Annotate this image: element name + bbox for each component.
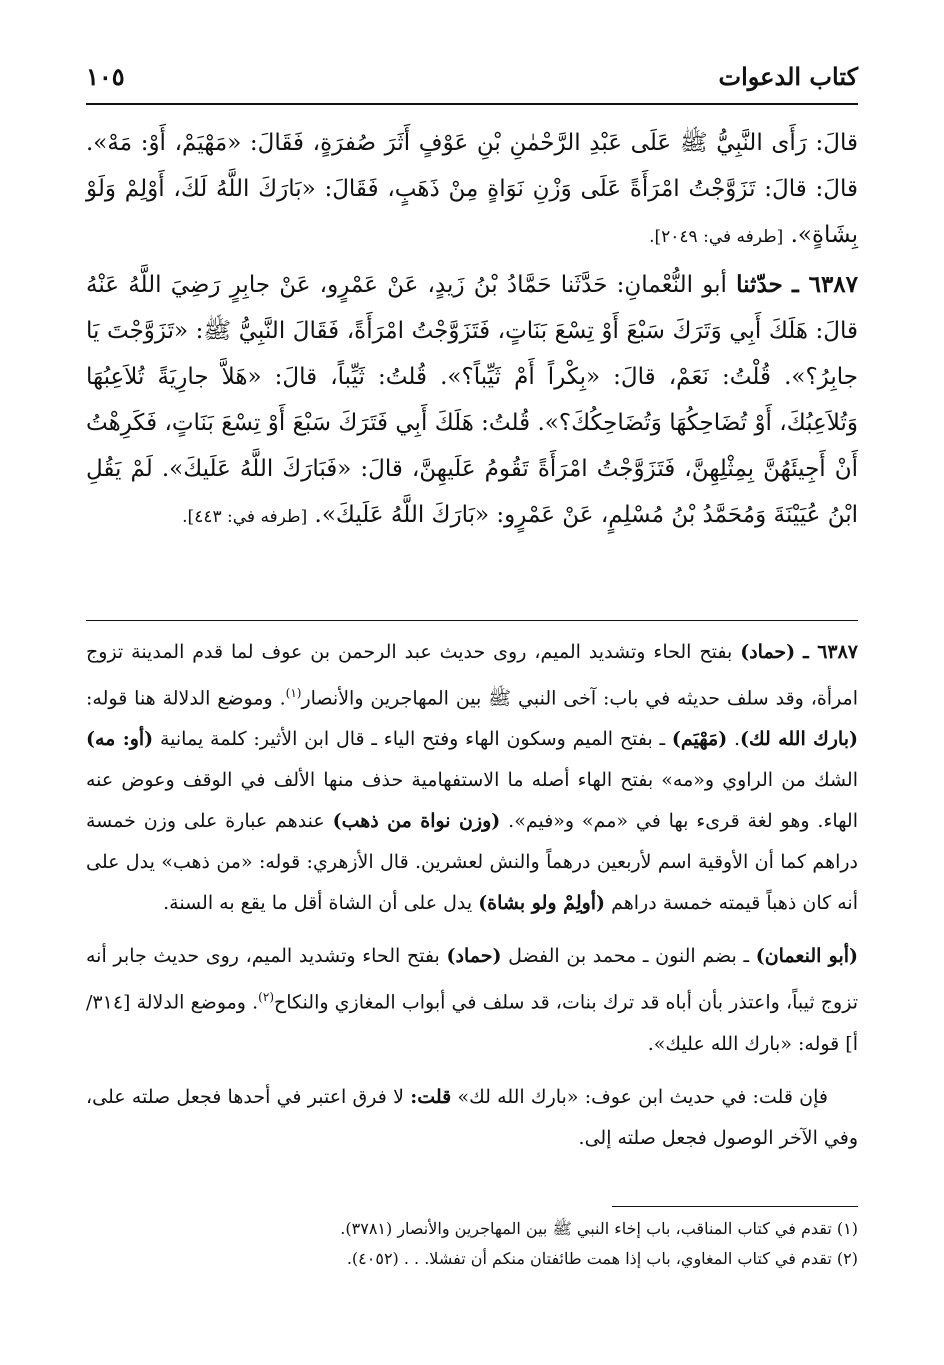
commentary-paragraph-1 [86,632,858,924]
commentary-text: . [727,728,741,751]
footnote-marker-2: (٢) [258,990,274,1005]
commentary-term: قلت: [410,1085,452,1108]
commentary-text: عندهم عبارة على وزن خمسة دراهم كما أن الأوقية اسم لأربعين درهماً والنش لعشرين. قال الأزهري: قوله: «من ذهب» يدل على أنه كان ذهباً قيمته خمسة دراهم [86,810,858,915]
commentary-divider [86,620,858,621]
header-rule [86,103,858,105]
commentary-term: (وزن نواة من ذهب) [332,810,501,833]
commentary-term: (حماد) [740,641,796,663]
footnote-divider [612,1206,858,1207]
footnote-marker-1: (١) [285,686,302,700]
commentary-paragraph-3 [86,1077,858,1159]
commentary-term: (أولِمْ ولو بشاة) [478,892,606,915]
commentary [86,632,858,1171]
hadith-6387-ref: [طرفه في: ٤٤٣]. [182,507,308,527]
commentary-text: يدل على أن الشاة أقل ما يقع به السنة. [163,892,479,915]
hadith-number: ٦٣٨٧ ـ [791,271,859,298]
hadith-opening: حدّثنا [736,271,783,298]
footnotes [86,1214,858,1274]
hadith-previous-text: قالَ: رَأَى النَّبِيُّ ﷺ عَلَى عَبْدِ الرَّحْمٰنِ بْنِ عَوْفٍ أَثَرَ صُفرَةٍ، فَقَالَ: «مَهْيَمْ، أَوْ: مَهْ». قالَ: قالَ: تَزَوَّجْتُ امْرَأَةً عَلَى وَزْنِ نَوَاةٍ مِنْ ذَهَبٍ، فَقَالَ: «بَارَكَ اللَّهُ لَكَ، أَوْلِمْ وَلَوْ بِشَاةٍ». [86,130,858,248]
page-header [86,62,858,96]
commentary-text: فإن قلت: في حديث ابن عوف: «بارك الله لك» [451,1085,829,1108]
commentary-text: . وموضع الدلالة هنا قوله: [86,687,286,710]
commentary-text: بفتح الحاء وتشديد الميم، روى حديث جابر أنه تزوج ثيباً، واعتذر بأن أباه قد ترك بنات، قد سلف في أبواب المغازي والنكاح [86,945,858,1014]
page-number: ١٠٥ [86,62,125,91]
hadith-previous [86,120,858,260]
commentary-text: الشك من الراوي و«مه» بفتح الهاء أصله ما الاستفهامية حذف منها الألف في الوقف وعوض عنه الهاء. وهو لغة قرىء بها في «مم» و«فيم». [86,769,858,833]
commentary-term: (بارك الله لك) [740,728,858,751]
commentary-term: (أبو النعمان) [755,945,859,968]
hadith-text [86,120,858,542]
commentary-term: (حماد) [446,945,502,968]
book-title: كتاب الدعوات [718,62,858,91]
commentary-paragraph-2 [86,936,858,1064]
commentary-number: ٦٣٨٧ ـ [803,641,859,663]
commentary-text: ـ بفتح الميم وسكون الهاء وفتح الياء ـ قال ابن الأثير: كلمة يمانية [153,728,672,751]
hadith-previous-ref: [طرفه في: ٢٠٤٩]. [649,227,784,247]
hadith-6387-text: أبو النُّعْمانِ: حَدَّثَنا حَمَّادُ بْنُ زَيدٍ، عَنْ عَمْرٍو، عَنْ جابِرٍ رَضِيَ اللَّهُ عَنْهُ قالَ: هَلَكَ أَبِي وَتَرَكَ سَبْعَ أَوْ تِسْعَ بَنَاتٍ، فَتَزَوَّجْتُ امْرَأَةً، فَقَالَ النَّبِيُّ ﷺ: «تَزَوَّجْتَ يَا جابِرُ؟». قُلْتُ: نَعَمْ، قالَ: «بِكْراً أَمْ ثَيِّباً؟». قُلتُ: ثَيِّباً، قالَ: «هَلاَّ جارِيَةً تُلاَعِبُهَا وَتُلاَعِبُكَ، أَوْ تُضَاحِكُهَا وَتُضَاحِكُكَ؟». قُلتُ: هَلَكَ أَبِي فَتَرَكَ سَبْعَ أَوْ تِسْعَ بَنَاتٍ، فَكَرِهْتُ أَنْ أَجِيئَهُنَّ بِمِثْلِهِنَّ، فَتَزَوَّجْتُ امْرَأَةً تَقُومُ عَلَيهِنَّ، قالَ: «فَبَارَكَ اللَّهُ عَلَيكَ». لَمْ يَقُلِ ابْنُ عُيَيْنَةَ وَمُحَمَّدُ بْنُ مُسْلِمٍ، عَنْ عَمْرٍو: «بَارَكَ اللَّهُ عَلَيكَ». [86,272,858,528]
footnote-1: (١) تقدم في كتاب المناقب، باب إخاء النبي ﷺ بين المهاجرين والأنصار (٣٧٨١). [340,1219,858,1238]
hadith-6387 [86,262,858,540]
footnote-2: (٢) تقدم في كتاب المغاوي، باب إذا همت طائفتان منكم أن تفشلا. . . (٤٠٥٢). [346,1249,858,1268]
commentary-text: لا فرق اعتبر في أحدها فجعل صلته على، وفي الآخر الوصول فجعل صلته إلى. [86,1085,858,1149]
commentary-text: بفتح الحاء وتشديد الميم، روى حديث عبد الرحمن بن عوف لما قدم المدينة تزوج امرأة، وقد سلف حديثه في باب: آخى النبي ﷺ بين المهاجرين والأنصار [86,641,859,710]
commentary-term: (أو: مه) [86,728,154,751]
commentary-term: (مَهْيَم) [671,728,728,751]
commentary-text: . وموضع الدلالة [٣١٤/أ] قوله: «بارك الله عليك». [86,991,858,1055]
commentary-text: ـ بضم النون ـ محمد بن الفضل [501,945,756,968]
